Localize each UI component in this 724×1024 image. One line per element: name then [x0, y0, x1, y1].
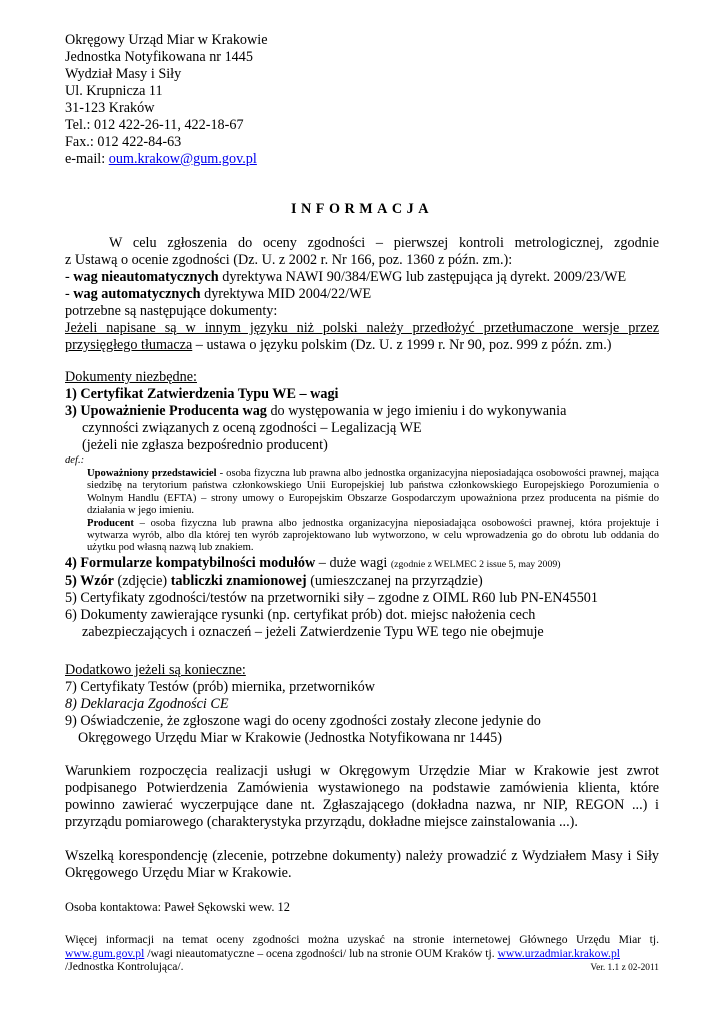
mid-label: wag automatycznych [73, 286, 201, 302]
required-docs-intro: potrzebne są następujące dokumenty: [65, 303, 278, 319]
footer-line-2-text: /wagi nieautomatyczne – ocena zgodności/ lub na stronie OUM Kraków tj. [144, 946, 498, 960]
doc-item-3-line-2: czynności związanych z oceną zgodności – Legalizacją WE [82, 420, 422, 436]
contact-person: Osoba kontaktowa: Paweł Sękowski wew. 12 [65, 900, 290, 914]
dash: - [65, 269, 74, 285]
doc-item-4-rest: – duże wagi [315, 554, 391, 571]
doc-item-7: 7) Certyfikaty Testów (prób) miernika, przetworników [65, 679, 375, 695]
letterhead [65, 32, 659, 168]
doc-item-6: 6) Dokumenty zawierające rysunki (np. certyfikat prób) dot. miejsc nałożenia cech [65, 606, 536, 623]
email-line [65, 151, 659, 168]
intro-line-1: W celu zgłoszenia do oceny zgodności – pierwszej kontroli metrologicznej, zgodnie [109, 235, 659, 251]
dash: - [65, 286, 74, 302]
conditions-paragraph: Warunkiem rozpoczęcia realizacji usługi w Okręgowym Urzędzie Miar w Krakowie jest zwrot podpisanego Potwierdzenia Zamówienia wystawionego na podstawie zamówienia klienta, które powinno zawierać wyczerpujące dane nt. Zgłaszającego (dokładna nazwa, nr NIP, REGON ...) i przyrządu pomiarowego (charakterystyka przyrządu, dokładne miejsce zainstalowania ...). [65, 763, 659, 830]
footer [65, 933, 659, 974]
translation-law: – ustawa o języku polskim (Dz. U. z 1999 r. Nr 90, poz. 999 z późn. zm.) [192, 337, 612, 353]
intro-section [65, 235, 659, 354]
footer-line-3-text: /Jednostka Kontrolująca/. [65, 960, 184, 974]
department: Wydział Masy i Siły [65, 66, 182, 82]
mid-line [65, 286, 659, 303]
doc-item-5b: 5) Certyfikaty zgodności/testów na przetworniki siły – zgodne z OIML R60 lub PN-EN45501 [65, 589, 598, 606]
office-name: Okręgowy Urząd Miar w Krakowie [65, 32, 268, 48]
doc-item-4 [65, 555, 659, 573]
definition-term: Producent [87, 517, 134, 529]
nawi-label: wag nieautomatycznych [73, 269, 219, 285]
additional-documents [65, 662, 659, 747]
definitions-label: def.: [65, 455, 85, 466]
required-documents [65, 369, 659, 641]
street: Ul. Krupnicza 11 [65, 83, 163, 99]
fax: Fax.: 012 422-84-63 [65, 134, 182, 150]
translation-underlined: Jeżeli napisane są w innym języku niż polski należy przedłożyć przetłumaczone wersje przez przysięgłego tłumacza [65, 320, 659, 353]
postal-city: 31-123 Kraków [65, 100, 155, 116]
doc-item-5-mid: (zdjęcie) [113, 572, 171, 589]
gum-link[interactable]: www.gum.gov.pl [65, 946, 145, 960]
footer-line-3 [65, 960, 659, 974]
doc-item-1: 1) Certyfikat Zatwierdzenia Typu WE – wagi [65, 386, 339, 402]
required-heading: Dokumenty niezbędne: [65, 369, 197, 385]
footer-line-2 [65, 947, 659, 961]
doc-item-6-line-2: zabezpieczających i oznaczeń – jeżeli Zatwierdzenie Typu WE tego nie obejmuje [82, 623, 544, 640]
email-label: e-mail: [65, 151, 109, 167]
doc-item-9: 9) Oświadczenie, że zgłoszone wagi do oceny zgodności zostały zlecone jedynie do [65, 713, 541, 729]
doc-item-5 [65, 573, 659, 590]
phone: Tel.: 012 422-26-11, 422-18-67 [65, 117, 244, 133]
version-label: Ver. 1.1 z 02-2011 [590, 963, 659, 974]
doc-item-3-rest: do występowania w jego imieniu i do wykonywania [266, 403, 567, 419]
additional-heading: Dodatkowo jeżeli są konieczne: [65, 662, 246, 678]
oum-link[interactable]: www.urzadmiar.krakow.pl [497, 946, 620, 960]
footer-line-1: Więcej informacji na temat oceny zgodności można uzyskać na stronie internetowej Głównego Urzędu Miar tj. [65, 933, 659, 946]
email-link[interactable]: oum.krakow@gum.gov.pl [108, 151, 257, 167]
definition-authorized-rep [65, 468, 659, 518]
doc-item-5-rest: (umieszczanej na przyrządzie) [306, 572, 483, 589]
definition-text: – osoba fizyczna lub prawna albo jednostka organizacyjna nieposiadająca osobowości prawnej, która projektuje i wytwarza wyrób, albo dla której ten wyrób zaprojektowano lub wytworzono, w celu wprowadzenia go do obrotu lub oddania do użytku pod własną nazwą lub znakiem. [87, 517, 659, 554]
correspondence-paragraph: Wszelką korespondencję (zlecenie, potrzebne dokumenty) należy prowadzić z Wydziałem Masy i Siły Okręgowego Urzędu Miar w Krakowie. [65, 848, 659, 881]
doc-item-8: 8) Deklaracja Zgodności CE [65, 696, 229, 712]
notified-body: Jednostka Notyfikowana nr 1445 [65, 49, 253, 65]
doc-item-4-note: (zgodnie z WELMEC 2 issue 5, may 2009) [390, 558, 561, 570]
doc-item-5-bold: 5) Wzór [65, 572, 114, 589]
doc-item-5-bold-2: tabliczki znamionowej [170, 572, 307, 589]
nawi-line [65, 269, 659, 286]
mid-directive: dyrektywa MID 2004/22/WE [200, 286, 372, 302]
doc-item-9-line-2: Okręgowego Urzędu Miar w Krakowie (Jednostka Notyfikowana nr 1445) [78, 730, 502, 746]
doc-item-3-line-3: (jeżeli nie zgłasza bezpośrednio producent) [82, 437, 328, 453]
definition-text: - osoba fizyczna lub prawna albo jednostka organizacyjna nieposiadająca osobowości prawnej, mająca siedzibę na terytorium państwa członkowskiego Unii Europejskiej lub państwa członkowskiego Europejskiego Porozumienia o Wolnym Handlu (EFTA) – strony umowy o Europejskim Obszarze Gospodarczym upoważniona przez producenta na piśmie do działania w jego imieniu. [87, 468, 659, 517]
doc-item-4-bold: 4) Formularze kompatybilności modułów [65, 554, 316, 571]
definition-producer [65, 518, 659, 555]
doc-item-3 [65, 403, 659, 420]
nawi-directive: dyrektywa NAWI 90/384/EWG lub zastępująca ją dyrekt. 2009/23/WE [218, 269, 627, 285]
definition-term: Upoważniony przedstawiciel [87, 468, 217, 479]
translation-note [65, 320, 659, 354]
doc-item-3-bold: 3) Upoważnienie Producenta wag [65, 403, 267, 419]
document-title: INFORMACJA [291, 201, 433, 217]
intro-line-2: z Ustawą o ocenie zgodności (Dz. U. z 2002 r. Nr 166, poz. 1360 z późn. zm.): [65, 252, 513, 268]
